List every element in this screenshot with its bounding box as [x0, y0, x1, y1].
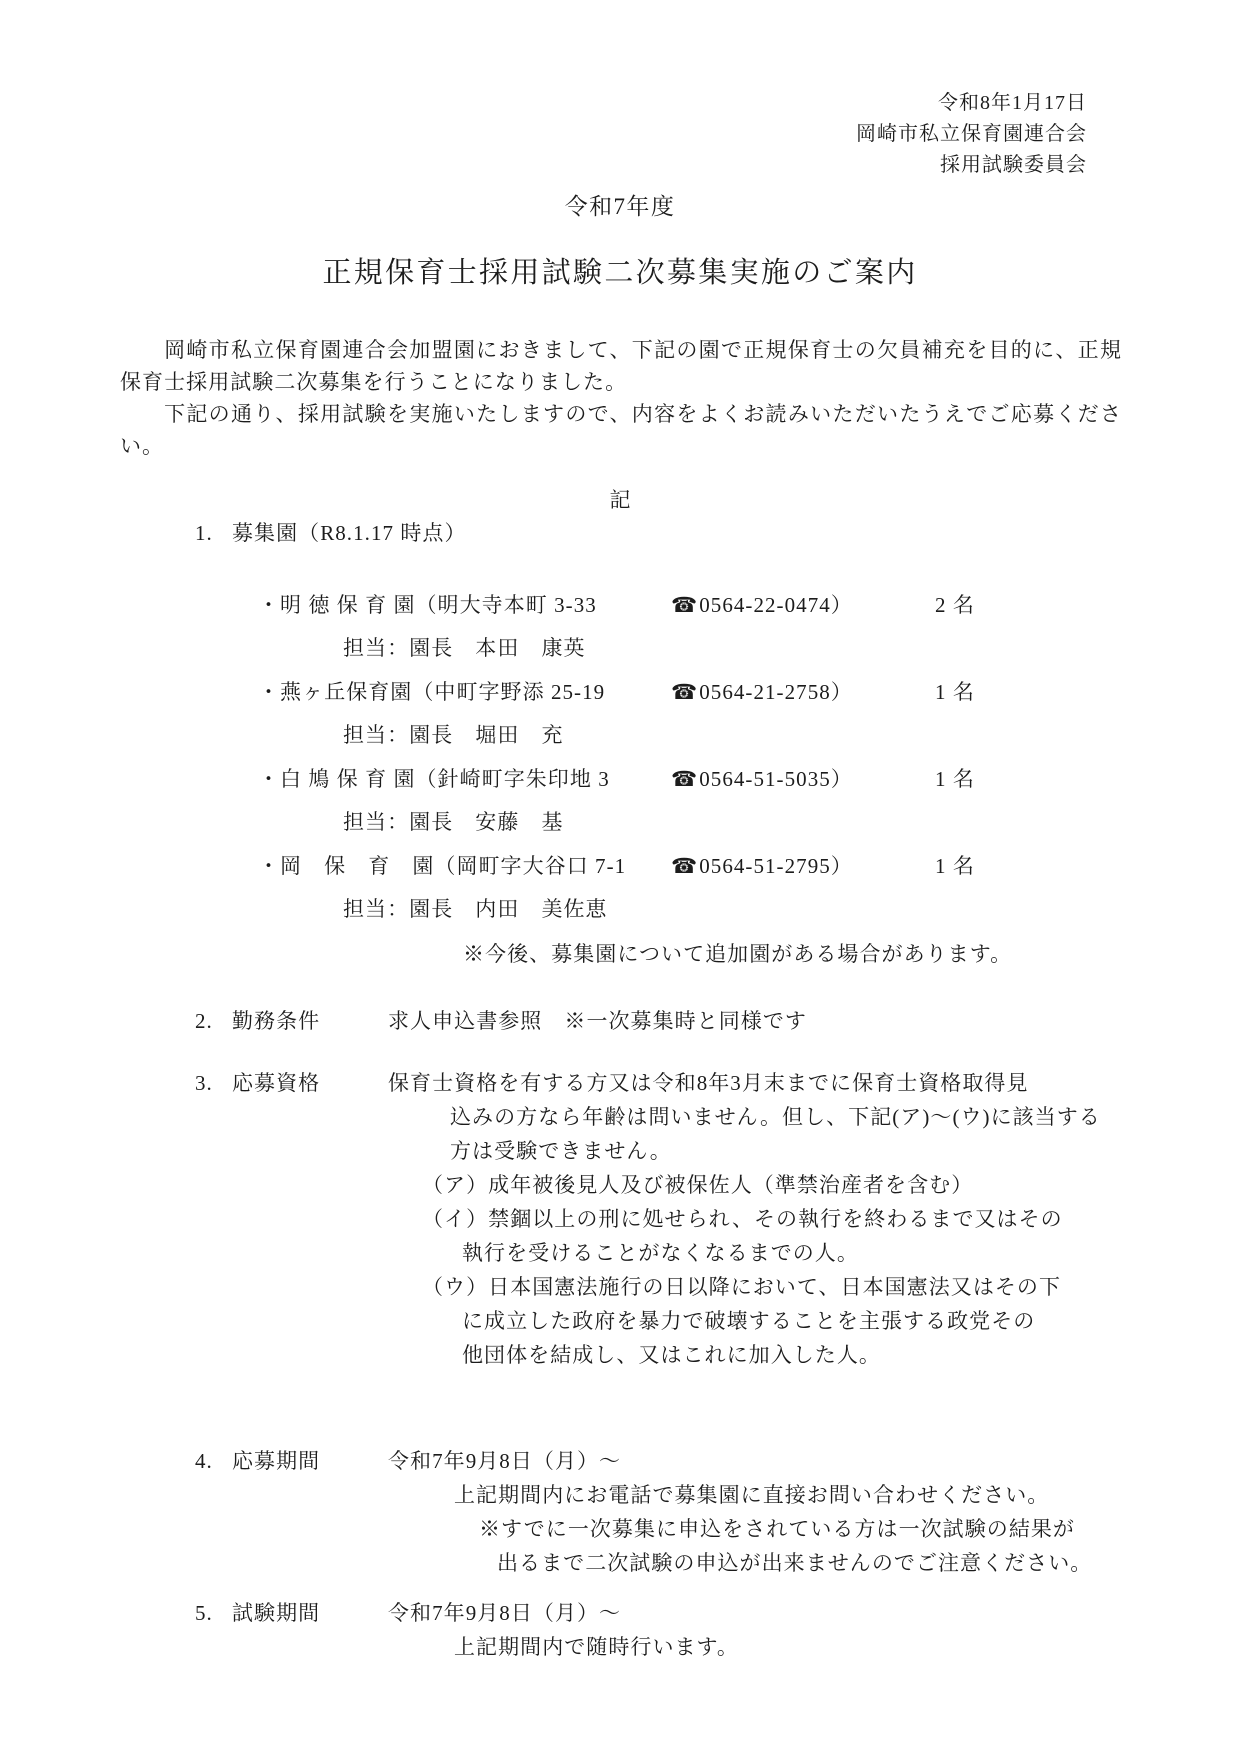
- intro-paragraph-1: 岡崎市私立保育園連合会加盟園におきまして、下記の園で正規保育士の欠員補充を目的に、正規保育士採用試験二次募集を行うことになりました。: [120, 338, 1122, 394]
- nursery-vacancy-count: 1 名: [935, 767, 975, 791]
- record-mark: 記: [609, 488, 631, 512]
- nursery-phone: [671, 766, 853, 792]
- eligibility-line-1: 保育士資格を有する方又は令和8年3月末までに保育士資格取得見: [388, 1071, 1029, 1095]
- nursery-vacancy-count: 1 名: [935, 854, 975, 878]
- nursery-name: ・岡 保 育 園（岡町字大谷口 7-1: [258, 854, 627, 878]
- nursery-phone: [671, 853, 853, 879]
- phone-icon: ☎: [671, 593, 699, 617]
- phone-icon: ☎: [671, 680, 699, 704]
- nursery-name: ・燕ヶ丘保育園（中町字野添 25-19: [258, 680, 606, 704]
- section-3-label: 応募資格: [232, 1071, 321, 1095]
- section-1-label: 募集園（R8.1.17 時点）: [232, 521, 467, 545]
- nursery-name: ・白 鳩 保 育 園（針崎町字朱印地 3: [258, 767, 610, 791]
- nursery-name: ・明 徳 保 育 園（明大寺本町 3-33: [258, 593, 597, 617]
- intro-block: [120, 334, 1122, 462]
- eligibility-item-a: （ア）成年被後見人及び被保佐人（準禁治産者を含む）: [422, 1173, 974, 1197]
- section-2-content: 求人申込書参照 ※一次募集時と同様です: [388, 1009, 807, 1033]
- section-2-label: 勤務条件: [232, 1009, 321, 1033]
- eligibility-line-2: 込みの方なら年齢は問いません。但し、下記(ア)～(ウ)に該当する: [450, 1105, 1101, 1129]
- section-1-number: 1.: [195, 521, 213, 545]
- section-4-label: 応募期間: [232, 1449, 321, 1473]
- exam-period-date: 令和7年9月8日（月）～: [388, 1601, 622, 1625]
- phone-icon: ☎: [671, 767, 699, 791]
- application-period-instruction: 上記期間内にお電話で募集園に直接お問い合わせください。: [454, 1483, 1050, 1507]
- eligibility-item-i-cont: 執行を受けることがなくなるまでの人。: [462, 1241, 859, 1265]
- nursery-contact: 担当：園長 本田 康英: [343, 636, 586, 660]
- section-5-label: 試験期間: [232, 1601, 321, 1625]
- eligibility-item-i: （イ）禁錮以上の刑に処せられ、その執行を終わるまで又はその: [422, 1207, 1063, 1231]
- recruiting-note: ※今後、募集園について追加園がある場合があります。: [463, 942, 1013, 966]
- exam-period-instruction: 上記期間内で随時行います。: [454, 1635, 739, 1659]
- header-committee: 採用試験委員会: [940, 154, 1087, 176]
- nursery-contact: 担当：園長 堀田 充: [343, 723, 564, 747]
- nursery-phone-number: 0564-51-2795）: [699, 854, 853, 878]
- header-organization: 岡崎市私立保育園連合会: [856, 123, 1087, 145]
- intro-paragraph-2: 下記の通り、採用試験を実施いたしますので、内容をよくお読みいただいたうえでご応募ください。: [120, 402, 1122, 458]
- section-2-number: 2.: [195, 1009, 213, 1033]
- eligibility-item-u-cont-2: 他団体を結成し、又はこれに加入した人。: [462, 1343, 881, 1367]
- title-fiscal-year: 令和7年度: [564, 194, 676, 219]
- header-date: 令和8年1月17日: [938, 92, 1087, 114]
- eligibility-item-u: （ウ）日本国憲法施行の日以降において、日本国憲法又はその下: [422, 1275, 1062, 1299]
- page-title: 正規保育士採用試験二次募集実施のご案内: [322, 257, 918, 289]
- eligibility-item-u-cont-1: に成立した政府を暴力で破壊することを主張する政党その: [462, 1309, 1036, 1333]
- nursery-vacancy-count: 2 名: [935, 593, 975, 617]
- nursery-vacancy-count: 1 名: [935, 680, 975, 704]
- application-period-note-2: 出るまで二次試験の申込が出来ませんのでご注意ください。: [497, 1551, 1093, 1575]
- phone-icon: ☎: [671, 854, 699, 878]
- nursery-phone-number: 0564-51-5035）: [699, 767, 853, 791]
- section-3-number: 3.: [195, 1071, 213, 1095]
- nursery-contact: 担当：園長 安藤 基: [343, 810, 564, 834]
- section-5-number: 5.: [195, 1601, 213, 1625]
- application-period-note-1: ※すでに一次募集に申込をされている方は一次試験の結果が: [479, 1517, 1075, 1541]
- section-4-number: 4.: [195, 1449, 213, 1473]
- document-header: [856, 88, 1087, 181]
- nursery-phone: [671, 679, 853, 705]
- nursery-phone-number: 0564-22-0474）: [699, 593, 853, 617]
- eligibility-line-3: 方は受験できません。: [450, 1139, 672, 1163]
- nursery-contact: 担当：園長 内田 美佐恵: [343, 897, 608, 921]
- application-period-date: 令和7年9月8日（月）～: [388, 1449, 622, 1473]
- nursery-phone: [671, 592, 853, 618]
- nursery-phone-number: 0564-21-2758）: [699, 680, 853, 704]
